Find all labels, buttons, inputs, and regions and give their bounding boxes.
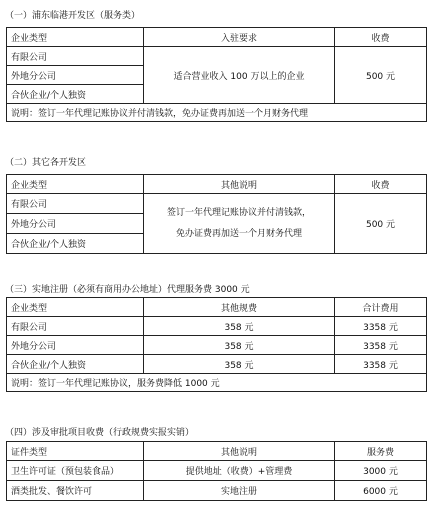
total-fee-cell: 3358 元 <box>335 317 427 336</box>
header-cell: 收费 <box>335 28 427 47</box>
company-type-cell: 外地分公司 <box>7 214 144 234</box>
header-cell: 企业类型 <box>7 298 144 317</box>
note-row <box>7 104 427 122</box>
other-fee-cell: 358 元 <box>144 355 335 374</box>
description-line-1: 签订一年代理记账协议并付清钱款， <box>166 207 311 218</box>
total-fee-cell: 3358 元 <box>335 355 427 374</box>
table-row <box>7 317 427 336</box>
total-fee-cell: 3358 元 <box>335 336 427 355</box>
section-3-table <box>6 297 427 392</box>
note-row <box>7 374 427 392</box>
header-cell: 其他说明 <box>144 442 335 461</box>
header-cell: 入驻要求 <box>144 28 335 47</box>
company-type-cell: 合伙企业/个人独资 <box>7 234 144 254</box>
header-cell: 服务费 <box>335 442 427 461</box>
service-fee-cell: 3000 元 <box>335 461 427 481</box>
section-3-title: （三）实地注册（必须有商用办公地址）代理服务费 3000 元 <box>5 285 250 295</box>
section-1-title: （一）浦东临港开发区（服务类） <box>5 11 141 21</box>
service-fee-cell: 6000 元 <box>335 481 427 501</box>
header-cell: 企业类型 <box>7 175 144 194</box>
note-cell: 说明：签订一年代理记账协议并付清钱款，免办证费再加送一个月财务代理 <box>7 104 427 122</box>
header-cell: 其他说明 <box>144 175 335 194</box>
company-type-cell: 外地分公司 <box>7 336 144 355</box>
table-header-row <box>7 28 427 47</box>
company-type-cell: 有限公司 <box>7 194 144 214</box>
certificate-type-cell: 酒类批发、餐饮许可 <box>7 481 144 501</box>
company-type-cell: 有限公司 <box>7 317 144 336</box>
table-header-row <box>7 298 427 317</box>
header-cell: 证件类型 <box>7 442 144 461</box>
section-2-table <box>6 174 427 254</box>
company-type-cell: 有限公司 <box>7 47 144 66</box>
table-row <box>7 194 427 214</box>
section-1-table <box>6 27 427 122</box>
other-fee-cell: 358 元 <box>144 336 335 355</box>
section-2-title: （二）其它各开发区 <box>5 158 87 168</box>
table-row <box>7 461 427 481</box>
company-type-cell: 合伙企业/个人独资 <box>7 85 144 104</box>
header-cell: 其他规费 <box>144 298 335 317</box>
other-fee-cell: 358 元 <box>144 317 335 336</box>
table-header-row <box>7 175 427 194</box>
table-row <box>7 481 427 501</box>
description-line-2: 免办证费再加送一个月财务代理 <box>175 228 302 239</box>
company-type-cell: 外地分公司 <box>7 66 144 85</box>
requirement-cell: 适合营业收入 100 万以上的企业 <box>144 47 335 104</box>
fee-cell: 500 元 <box>335 47 427 104</box>
table-row <box>7 336 427 355</box>
description-cell: 提供地址（收费）+管理费 <box>144 461 335 481</box>
description-cell: 实地注册 <box>144 481 335 501</box>
header-cell: 合计费用 <box>335 298 427 317</box>
section-4-title: （四）涉及审批项目收费（行政规费实报实销） <box>5 428 195 438</box>
table-row <box>7 47 427 66</box>
table-header-row <box>7 442 427 461</box>
certificate-type-cell: 卫生许可证（预包装食品） <box>7 461 144 481</box>
fee-cell: 500 元 <box>335 194 427 254</box>
table-row <box>7 355 427 374</box>
header-cell: 企业类型 <box>7 28 144 47</box>
company-type-cell: 合伙企业/个人独资 <box>7 355 144 374</box>
description-cell <box>144 194 335 254</box>
header-cell: 收费 <box>335 175 427 194</box>
note-cell: 说明：签订一年代理记账协议，服务费降低 1000 元 <box>7 374 427 392</box>
section-4-table <box>6 441 427 501</box>
